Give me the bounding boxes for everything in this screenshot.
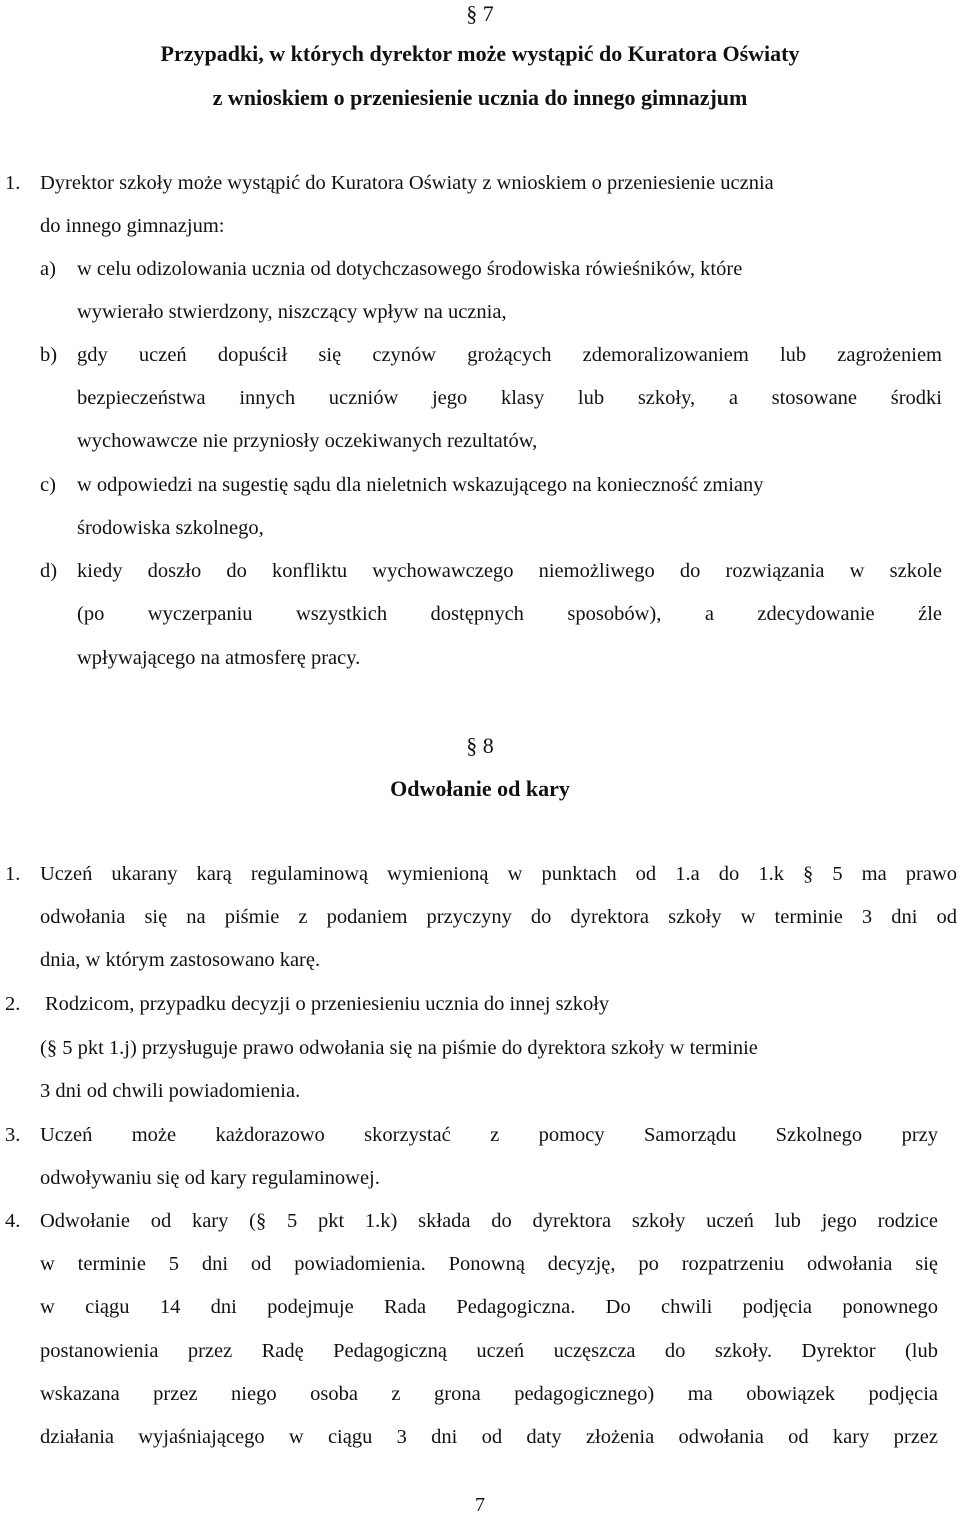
item-c-line-2: środowiska szkolnego, bbox=[77, 517, 264, 539]
paragraph-2-line-3: 3 dni od chwili powiadomienia. bbox=[40, 1080, 301, 1102]
item-1-line-1: Dyrektor szkoły może wystąpić do Kuratora Oświaty z wnioskiem o przeniesienie ucznia bbox=[40, 172, 774, 194]
paragraph-1-marker: 1. bbox=[5, 863, 21, 885]
paragraph-3-marker: 3. bbox=[5, 1124, 21, 1146]
item-1-marker: 1. bbox=[5, 172, 21, 194]
item-c-line-1: w odpowiedzi na sugestię sądu dla nieletnich wskazującego na konieczność zmiany bbox=[77, 474, 764, 496]
paragraph-4-line-4: postanowienia przez Radę Pedagogiczną uczeń uczęszcza do szkoły. Dyrektor (lub bbox=[40, 1340, 938, 1362]
section-7-title-line-1: Przypadki, w których dyrektor może wystąpić do Kuratora Oświaty bbox=[160, 41, 800, 66]
item-b-line-1: gdy uczeń dopuścił się czynów grożących zdemoralizowaniem lub zagrożeniem bbox=[77, 344, 942, 366]
paragraph-4-line-3: w ciągu 14 dni podejmuje Rada Pedagogiczna. Do chwili podjęcia ponownego bbox=[40, 1296, 938, 1318]
item-a-line-1: w celu odizolowania ucznia od dotychczasowego środowiska rówieśników, które bbox=[77, 258, 743, 280]
paragraph-1-line-2: odwołania się na piśmie z podaniem przyczyny do dyrektora szkoły w terminie 3 dni od bbox=[40, 906, 957, 928]
section-8-title: Odwołanie od kary bbox=[390, 776, 570, 801]
paragraph-3-line-1: Uczeń może każdorazowo skorzystać z pomocy Samorządu Szkolnego przy bbox=[40, 1124, 938, 1146]
item-d-marker: d) bbox=[40, 560, 58, 582]
paragraph-1-line-1: Uczeń ukarany karą regulaminową wymienioną w punktach od 1.a do 1.k § 5 ma prawo bbox=[40, 863, 957, 885]
section-8-number: § 8 bbox=[466, 733, 494, 758]
item-d-line-3: wpływającego na atmosferę pracy. bbox=[77, 647, 361, 669]
section-7-title-line-2: z wnioskiem o przeniesienie ucznia do innego gimnazjum bbox=[212, 85, 748, 110]
paragraph-4-line-5: wskazana przez niego osoba z grona pedagogicznego) ma obowiązek podjęcia bbox=[40, 1383, 938, 1405]
paragraph-2-line-1: Rodzicom, przypadku decyzji o przeniesieniu ucznia do innej szkoły bbox=[45, 993, 610, 1015]
item-b-marker: b) bbox=[40, 344, 58, 366]
item-a-marker: a) bbox=[40, 258, 56, 280]
item-d-line-2: (po wyczerpaniu wszystkich dostępnych sposobów), a zdecydowanie źle bbox=[77, 603, 942, 625]
paragraph-3-line-2: odwoływaniu się od kary regulaminowej. bbox=[40, 1167, 380, 1189]
item-a-line-2: wywierało stwierdzony, niszczący wpływ na ucznia, bbox=[77, 301, 507, 323]
paragraph-4-line-1: Odwołanie od kary (§ 5 pkt 1.k) składa do dyrektora szkoły uczeń lub jego rodzice bbox=[40, 1210, 938, 1232]
item-1-line-2: do innego gimnazjum: bbox=[40, 215, 225, 237]
paragraph-4-line-2: w terminie 5 dni od powiadomienia. Ponowną decyzję, po rozpatrzeniu odwołania się bbox=[40, 1253, 938, 1275]
paragraph-4-line-6: działania wyjaśniającego w ciągu 3 dni od daty złożenia odwołania od kary przez bbox=[40, 1426, 938, 1448]
paragraph-4-marker: 4. bbox=[5, 1210, 21, 1232]
item-b-line-3: wychowawcze nie przyniosły oczekiwanych rezultatów, bbox=[77, 430, 538, 452]
paragraph-2-marker: 2. bbox=[5, 993, 21, 1015]
item-b-line-2: bezpieczeństwa innych uczniów jego klasy lub szkoły, a stosowane środki bbox=[77, 387, 942, 409]
item-c-marker: c) bbox=[40, 474, 56, 496]
paragraph-1-line-3: dnia, w którym zastosowano karę. bbox=[40, 949, 321, 971]
page-number: 7 bbox=[475, 1494, 485, 1516]
section-7-number: § 7 bbox=[466, 1, 494, 26]
paragraph-2-line-2: (§ 5 pkt 1.j) przysługuje prawo odwołania się na piśmie do dyrektora szkoły w terminie bbox=[40, 1037, 758, 1059]
item-d-line-1: kiedy doszło do konfliktu wychowawczego niemożliwego do rozwiązania w szkole bbox=[77, 560, 942, 582]
